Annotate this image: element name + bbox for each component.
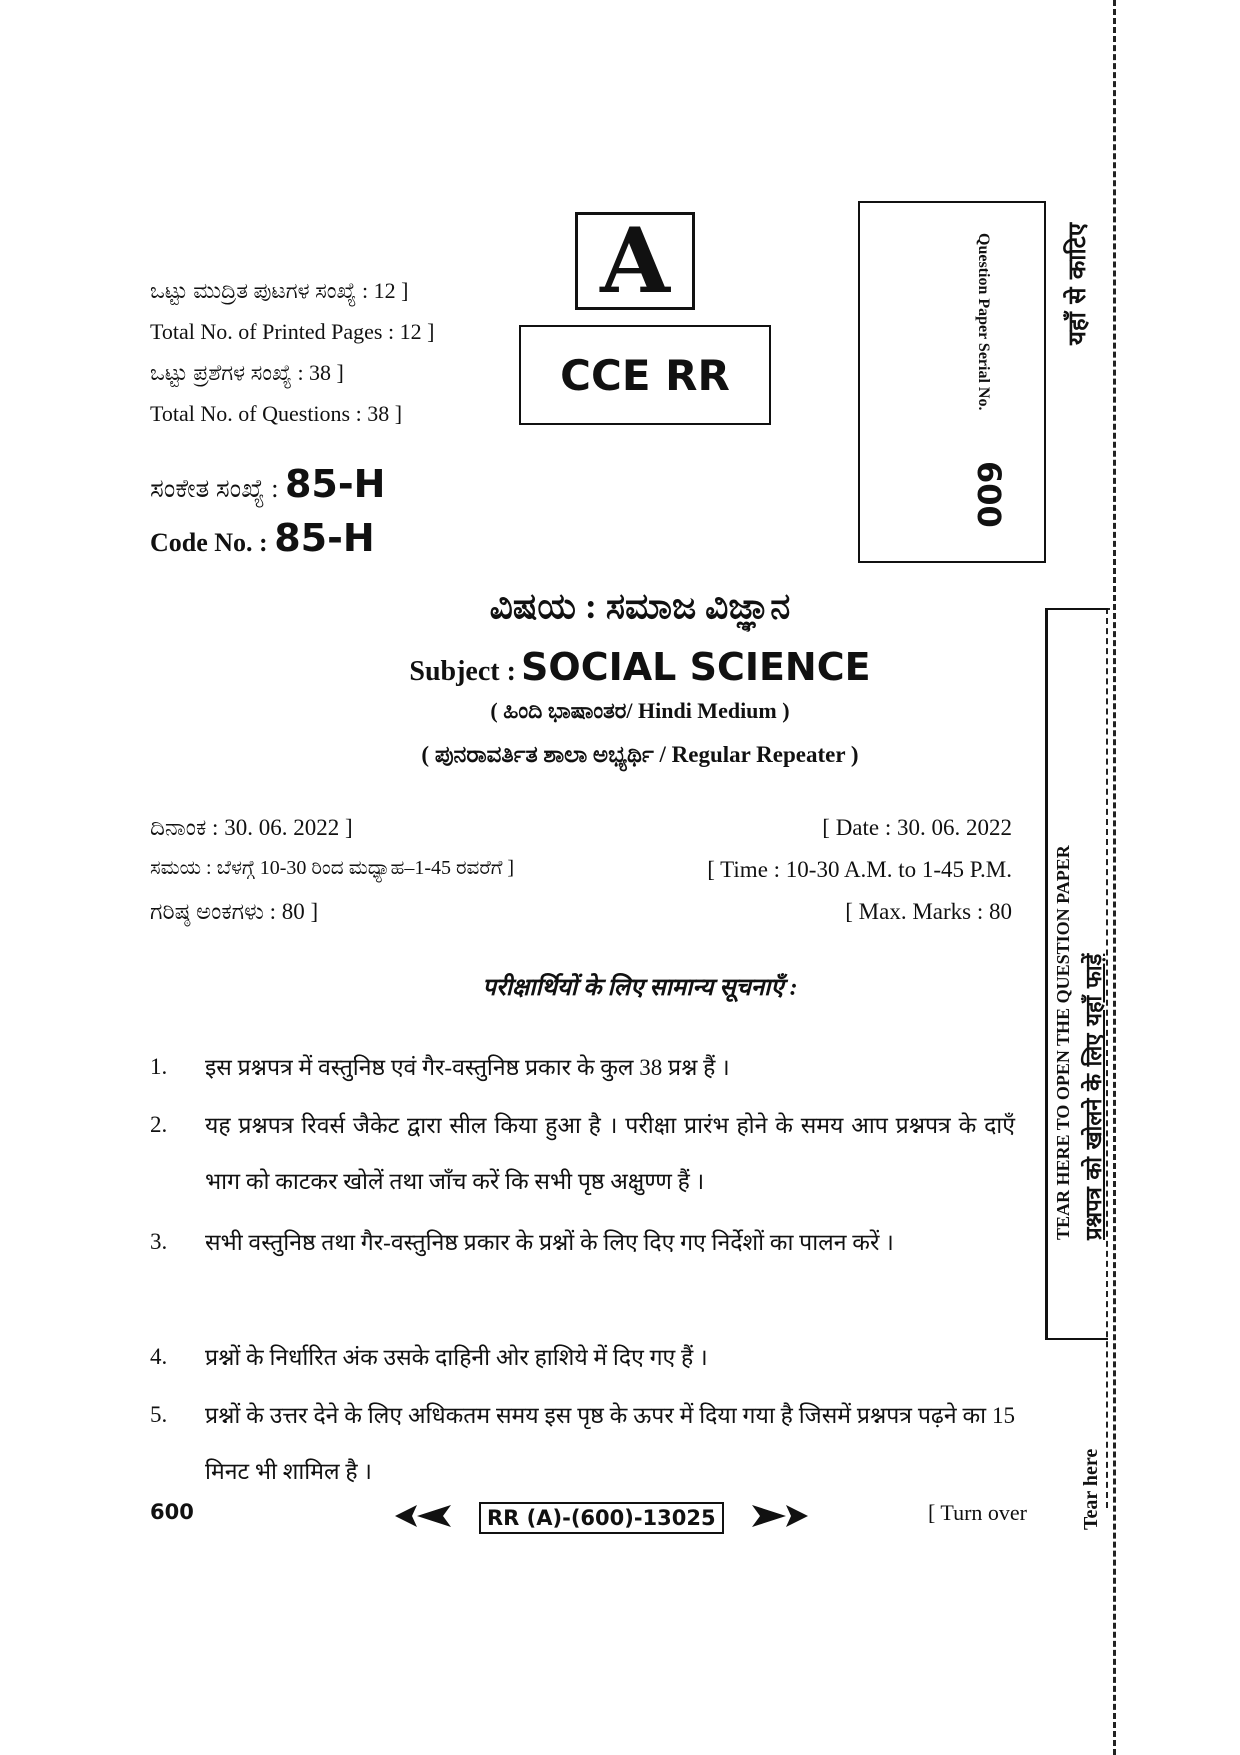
time-en: [ Time : 10-30 A.M. to 1-45 P.M. [707, 857, 1012, 882]
instruction-number: 4. [150, 1344, 168, 1369]
instructions-heading: परीक्षार्थियों के लिए सामान्य सूचनाएँ : [482, 975, 798, 1001]
date-en: [ Date : 30. 06. 2022 [822, 815, 1012, 840]
medium-line: ( ಹಿಂದಿ ಭಾಷಾಂತರ/ Hindi Medium ) [490, 698, 790, 723]
serial-number-box [858, 201, 1046, 563]
serial-number: 600 [970, 461, 1008, 528]
marks-kn: ಗರಿಷ್ಠ ಅಂಕಗಳು : 80 ] [150, 899, 319, 924]
en-total-questions: Total No. of Questions : 38 ] [150, 401, 403, 426]
tear-top-label: यहाँ से काटिए [1062, 222, 1091, 345]
code-en-label: Code No. : [150, 528, 268, 557]
serial-label: Question Paper Serial No. [975, 233, 992, 411]
tear-instruction-en: TEAR HERE TO OPEN THE QUESTION PAPER [1053, 845, 1073, 1240]
code-en [150, 516, 375, 560]
code-kn-value: 85-H [284, 462, 386, 506]
tear-instruction-hi: प्रश्नपत्र को खोलने के लिए यहाँ फाड़ें [1081, 953, 1107, 1240]
code-kn-label: ಸಂಕೇತ ಸಂಖ್ಯೆ : [150, 474, 279, 503]
instruction-item [150, 1388, 1015, 1500]
tear-here-label: Tear here [1080, 1448, 1102, 1530]
instruction-item [150, 1098, 1015, 1210]
kn-total-pages: ಒಟ್ಟು ಮುದ್ರಿತ ಪುಟಗಳ ಸಂಖ್ಯೆ : 12 ] [150, 278, 409, 303]
date-row [150, 815, 1012, 841]
instruction-text: इस प्रश्नपत्र में वस्तुनिष्ठ एवं गैर-वस्तुनिष्ठ प्रकार के कुल 38 प्रश्न हैं । [205, 1055, 730, 1080]
marks-row [150, 899, 1012, 925]
instruction-number: 1. [150, 1054, 168, 1079]
code-kn [150, 462, 385, 506]
subject-kn: ವಿಷಯ : ಸಮಾಜ ವಿಜ್ಞಾನ [489, 586, 791, 626]
subject-en [290, 645, 990, 689]
en-total-pages: Total No. of Printed Pages : 12 ] [150, 319, 435, 344]
footer-turn-over: [ Turn over [928, 1500, 1028, 1525]
right-arrows-icon [752, 1503, 808, 1529]
candidate-line: ( ಪುನರಾವರ್ತಿತ ಶಾಲಾ ಅಭ್ಯರ್ಥಿ / Regular Repeater ) [421, 742, 859, 767]
page-counts [150, 270, 434, 434]
subject-value: SOCIAL SCIENCE [521, 645, 871, 689]
marks-en: [ Max. Marks : 80 [845, 899, 1012, 924]
footer-page-code: 600 [150, 1500, 194, 1524]
instruction-number: 5. [150, 1402, 168, 1427]
time-kn: ಸಮಯ : ಬೆಳಗ್ಗೆ 10-30 ರಿಂದ ಮಧ್ಯಾಹ–1-45 ರವರೆಗೆ ] [150, 857, 515, 879]
footer-paper-code: RR (A)-(600)-13025 [479, 1502, 724, 1534]
instruction-text: सभी वस्तुनिष्ठ तथा गैर-वस्तुनिष्ठ प्रकार के प्रश्नों के लिए दिए गए निर्देशों का पालन करें । [205, 1230, 894, 1255]
instruction-item [150, 1215, 1015, 1327]
code-en-value: 85-H [274, 516, 375, 560]
left-arrows-icon [395, 1503, 451, 1529]
instruction-text: प्रश्नों के निर्धारित अंक उसके दाहिनी ओर हाशिये में दिए गए हैं । [205, 1345, 708, 1370]
instruction-number: 3. [150, 1229, 168, 1254]
tear-line-right [1113, 0, 1116, 1755]
instruction-text: प्रश्नों के उत्तर देने के लिए अधिकतम समय इस पृष्ठ के ऊपर में दिया गया है जिसमें प्रश्नपत्र पढ़ने का 15 मिनट भी शामिल है । [205, 1403, 1015, 1484]
instruction-number: 2. [150, 1112, 168, 1137]
subject-label: Subject : [409, 656, 516, 687]
instruction-item [150, 1330, 1015, 1390]
kn-total-questions: ಒಟ್ಟು ಪ್ರಶೆಗಳ ಸಂಖ್ಯೆ : 38 ] [150, 360, 344, 385]
date-kn: ದಿನಾಂಕ : 30. 06. 2022 ] [150, 815, 353, 840]
time-row [150, 857, 1012, 883]
version-letter-box: A [575, 212, 695, 310]
exam-type-box: CCE RR [519, 325, 771, 425]
instruction-text: यह प्रश्नपत्र रिवर्स जैकेट द्वारा सील किया हुआ है । परीक्षा प्रारंभ होने के समय आप प्रश्नपत्र के दाएँ भाग को काटकर खोलें तथा जाँच करें कि सभी पृष्ठ अक्षुण्ण हैं । [205, 1113, 1015, 1194]
instruction-item [150, 1040, 1015, 1100]
